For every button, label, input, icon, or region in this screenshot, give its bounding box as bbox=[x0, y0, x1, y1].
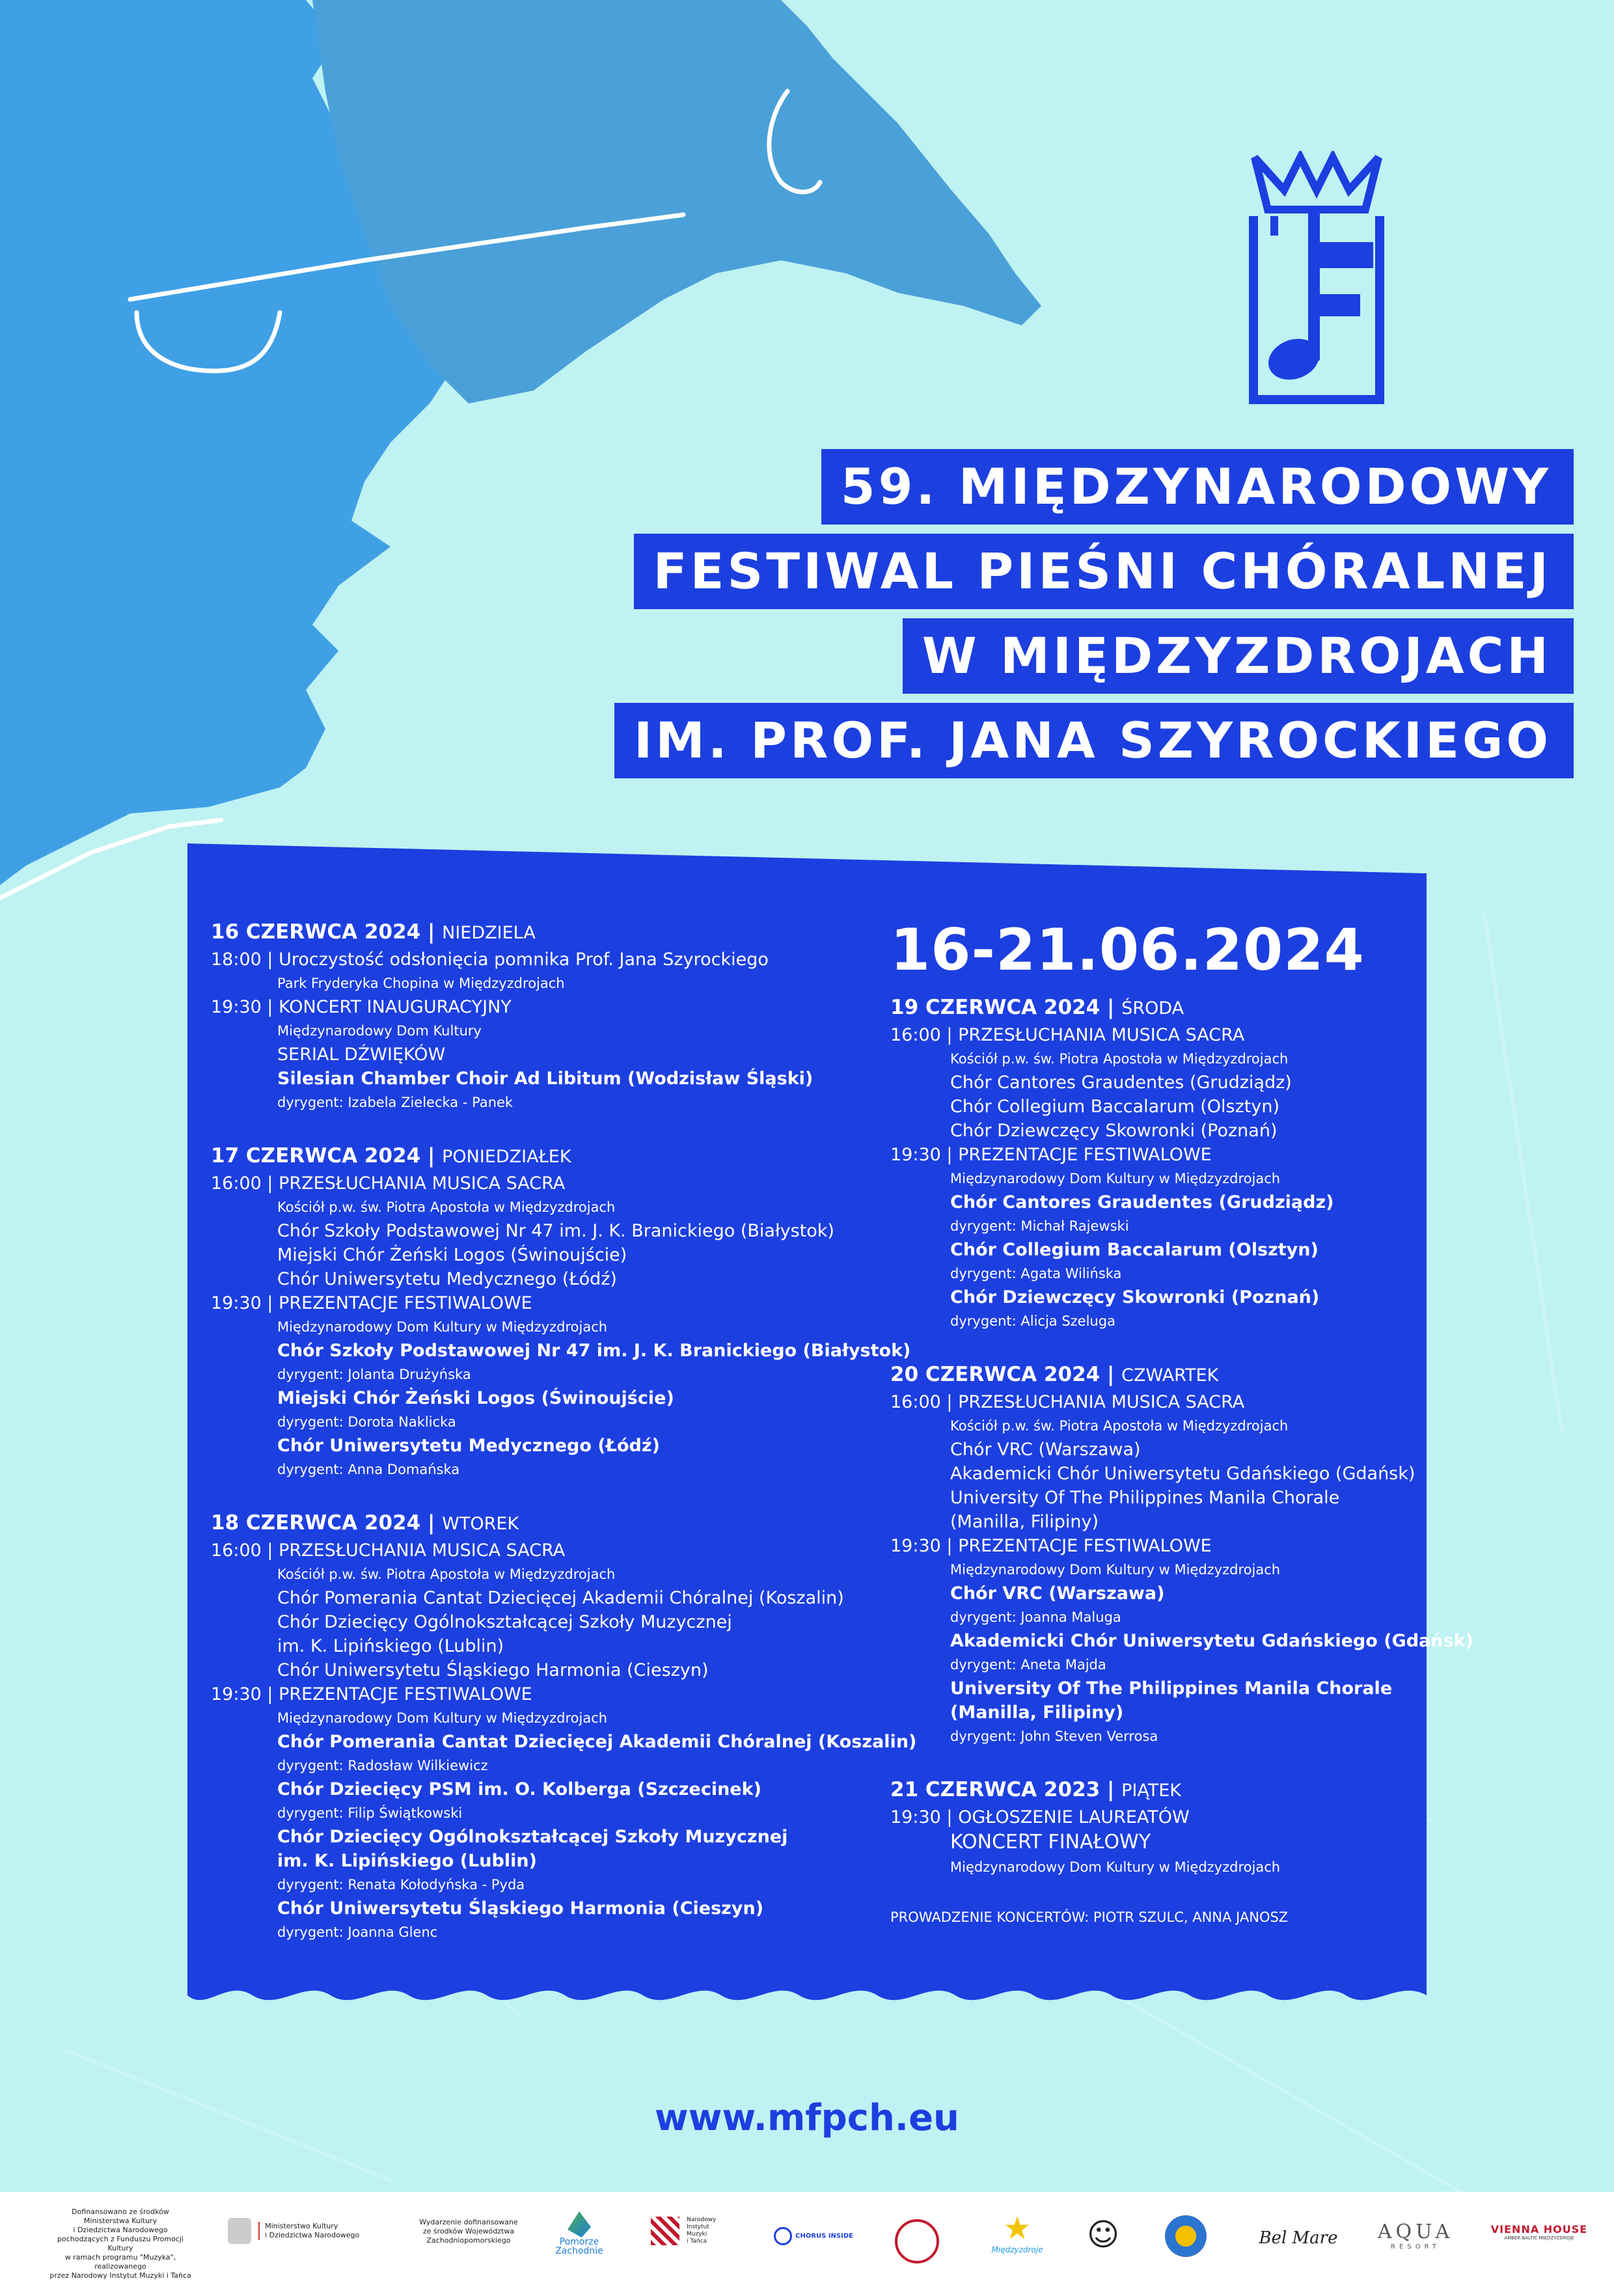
event-performer: Chór Szkoły Podstawowej Nr 47 im. J. K. Branickiego (Białystok) bbox=[277, 1341, 911, 1361]
event-detail: Kościół p.w. św. Piotra Apostoła w Międzyzdrojach bbox=[277, 1566, 616, 1582]
event-performer: University Of The Philippines Manila Chorale bbox=[950, 1488, 1340, 1508]
event-performer: KONCERT FINAŁOWY bbox=[950, 1831, 1151, 1853]
school-logo bbox=[1165, 2215, 1217, 2257]
aqua-resort-logo bbox=[1373, 2221, 1458, 2250]
vienna-text: VIENNA HOUSE bbox=[1490, 2223, 1588, 2235]
eagle-icon bbox=[228, 2218, 251, 2244]
resort-text: RESORT bbox=[1391, 2243, 1440, 2250]
event-time: 16:00 | PRZESŁUCHANIA MUSICA SACRA bbox=[211, 1173, 566, 1194]
event-performer: Chór Szkoły Podstawowej Nr 47 im. J. K. Branickiego (Białystok) bbox=[277, 1221, 834, 1241]
date-range: 16-21.06.2024 bbox=[890, 916, 1365, 983]
event-detail: Kościół p.w. św. Piotra Apostoła w Międzyzdrojach bbox=[277, 1199, 616, 1215]
choir-logo bbox=[895, 2219, 940, 2263]
event-performer: Chór Dziewczęcy Skowronki (Poznań) bbox=[950, 1287, 1320, 1307]
funding-line: Ministerstwa Kultury bbox=[83, 2217, 157, 2225]
schedule-column-left bbox=[211, 918, 917, 1971]
day-block bbox=[211, 1141, 911, 1481]
event-performer: Chór Dziewczęcy Skowronki (Poznań) bbox=[950, 1121, 1278, 1141]
day-date: 19 CZERWCA 2024 bbox=[890, 996, 1101, 1019]
event-detail: dyrygent: Joanna Maluga bbox=[950, 1609, 1121, 1625]
title-line-4: IM. PROF. JANA SZYROCKIEGO bbox=[614, 703, 1574, 778]
event-detail: dyrygent: Izabela Zielecka - Panek bbox=[277, 1095, 513, 1110]
event-detail: Międzynarodowy Dom Kultury w Międzyzdrojach bbox=[950, 1859, 1281, 1875]
event-performer: Akademicki Chór Uniwersytetu Gdańskiego (Gdańsk) bbox=[950, 1631, 1473, 1651]
day-separator: | bbox=[1100, 996, 1122, 1019]
day-heading bbox=[211, 1141, 836, 1171]
day-weekday: NIEDZIELA bbox=[442, 923, 536, 943]
event-detail: dyrygent: John Steven Verrosa bbox=[950, 1729, 1158, 1744]
funding-line: w ramach programu "Muzyka", realizowanego bbox=[64, 2253, 176, 2271]
pomorze-line: Pomorze bbox=[559, 2237, 599, 2247]
pomorze-logo bbox=[540, 2211, 618, 2256]
event-performer: Chór Uniwersytetu Medycznego (Łódź) bbox=[277, 1436, 660, 1456]
event-time: 19:30 | PREZENTACJE FESTIWALOWE bbox=[890, 1536, 1212, 1556]
choir-emblem-icon bbox=[895, 2219, 939, 2263]
event-detail: Park Fryderyka Chopina w Międzyzdrojach bbox=[277, 976, 565, 991]
event-time: 19:30 | PREZENTACJE FESTIWALOWE bbox=[211, 1293, 532, 1313]
event-performer: Miejski Chór Żeński Logos (Świnoujście) bbox=[277, 1388, 674, 1408]
day-heading bbox=[890, 993, 1411, 1023]
event-performer: Chór Collegium Baccalarum (Olsztyn) bbox=[950, 1097, 1279, 1117]
event-time: 19:30 | PREZENTACJE FESTIWALOWE bbox=[211, 1684, 532, 1704]
event-detail: dyrygent: Michał Rajewski bbox=[950, 1218, 1129, 1234]
event-performer: Chór Pomerania Cantat Dziecięcej Akademii Chóralnej (Koszalin) bbox=[277, 1732, 917, 1752]
schedule-panel bbox=[187, 843, 1473, 2041]
event-detail: dyrygent: Anna Domańska bbox=[277, 1462, 460, 1477]
event-performer: University Of The Philippines Manila Chorale bbox=[950, 1678, 1393, 1699]
day-block bbox=[211, 1509, 917, 1944]
event-time: 16:00 | PRZESŁUCHANIA MUSICA SACRA bbox=[211, 1540, 566, 1561]
event-time: 18:00 | Uroczystość odsłonięcia pomnika Prof. Jana Szyrockiego bbox=[211, 950, 769, 970]
event-detail: dyrygent: Renata Kołodyńska - Pyda bbox=[277, 1877, 525, 1893]
region-note bbox=[410, 2218, 527, 2245]
funding-line: Dofinansowano ze środków bbox=[72, 2207, 169, 2216]
day-heading bbox=[890, 1775, 1411, 1805]
pomorze-icon bbox=[568, 2211, 591, 2237]
day-separator: | bbox=[420, 1511, 443, 1535]
event-performer: (Manilla, Filipiny) bbox=[950, 1512, 1099, 1532]
nimit-line: Muzyki bbox=[687, 2231, 707, 2237]
event-performer: im. K. Lipińskiego (Lublin) bbox=[277, 1851, 537, 1871]
event-performer: (Manilla, Filipiny) bbox=[950, 1702, 1124, 1723]
vienna-sub-text: AMBER BALTIC MIĘDZYZDROJE bbox=[1504, 2235, 1574, 2241]
event-detail: dyrygent: Jolanta Drużyńska bbox=[277, 1367, 471, 1382]
event-detail: dyrygent: Filip Świątkowski bbox=[277, 1805, 463, 1821]
funding-line: przez Narodowy Instytut Muzyki i Tańca bbox=[49, 2271, 191, 2280]
day-date: 20 CZERWCA 2024 bbox=[890, 1363, 1101, 1386]
event-performer: Chór Dziecięcy Ogólnokształcącej Szkoły Muzycznej bbox=[277, 1612, 732, 1632]
event-detail: dyrygent: Agata Wilińska bbox=[950, 1266, 1122, 1281]
event-detail: dyrygent: Dorota Naklicka bbox=[277, 1414, 456, 1430]
event-performer: Miejski Chór Żeński Logos (Świnoujście) bbox=[277, 1245, 627, 1265]
event-time: 16:00 | PRZESŁUCHANIA MUSICA SACRA bbox=[890, 1392, 1245, 1412]
day-date: 21 CZERWCA 2023 bbox=[890, 1778, 1101, 1801]
region-line: ze środków Województwa bbox=[422, 2227, 515, 2235]
event-time: 19:30 | OGŁOSZENIE LAUREATÓW bbox=[890, 1807, 1190, 1827]
pomorze-line: Zachodnie bbox=[555, 2246, 603, 2256]
day-block bbox=[890, 1775, 1411, 1879]
event-detail: Międzynarodowy Dom Kultury bbox=[277, 1023, 482, 1039]
aqua-text: AQUA bbox=[1377, 2221, 1454, 2243]
event-performer: Chór VRC (Warszawa) bbox=[950, 1440, 1141, 1460]
day-weekday: ŚRODA bbox=[1121, 998, 1184, 1018]
chorus-inside-logo bbox=[771, 2227, 856, 2245]
star-icon: ★ bbox=[1003, 2210, 1032, 2247]
event-time: 16:00 | PRZESŁUCHANIA MUSICA SACRA bbox=[890, 1025, 1245, 1045]
title-line-2: FESTIWAL PIEŚNI CHÓRALNEJ bbox=[634, 534, 1574, 609]
nimit-logo bbox=[651, 2217, 735, 2245]
event-time: 19:30 | PREZENTACJE FESTIWALOWE bbox=[890, 1145, 1212, 1165]
event-detail: dyrygent: Alicja Szeluga bbox=[950, 1313, 1115, 1329]
day-weekday: CZWARTEK bbox=[1121, 1365, 1219, 1386]
event-detail: Międzynarodowy Dom Kultury w Międzyzdrojach bbox=[950, 1562, 1281, 1578]
ministry-logo bbox=[228, 2218, 384, 2244]
day-block bbox=[211, 918, 836, 1114]
title-line-1: 59. MIĘDZYNARODOWY bbox=[821, 449, 1574, 525]
title-line-3: W MIĘDZYZDROJACH bbox=[903, 618, 1574, 694]
event-performer: im. K. Lipińskiego (Lublin) bbox=[277, 1636, 504, 1656]
nimit-line: i Tańca bbox=[687, 2238, 707, 2245]
event-performer: Chór Uniwersytetu Medycznego (Łódź) bbox=[277, 1269, 617, 1289]
day-weekday: PONIEDZIAŁEK bbox=[442, 1147, 571, 1167]
day-separator: | bbox=[1100, 1778, 1122, 1801]
nimit-line: Narodowy bbox=[687, 2217, 717, 2223]
day-heading bbox=[890, 1360, 1411, 1390]
event-performer: Silesian Chamber Choir Ad Libitum (Wodzisław Śląski) bbox=[277, 1069, 814, 1089]
event-detail: Kościół p.w. św. Piotra Apostoła w Międzyzdrojach bbox=[950, 1051, 1289, 1067]
vienna-house-logo bbox=[1490, 2223, 1588, 2241]
event-detail: dyrygent: Radosław Wilkiewicz bbox=[277, 1758, 488, 1773]
day-separator: | bbox=[1100, 1363, 1122, 1386]
event-performer: SERIAL DŹWIĘKÓW bbox=[277, 1045, 446, 1065]
funding-line: pochodzących z Funduszu Promocji Kultury bbox=[57, 2235, 184, 2252]
belmare-logo bbox=[1256, 2228, 1341, 2248]
funding-line: i Dziedzictwa Narodowego bbox=[73, 2226, 168, 2234]
schedule-column-right bbox=[890, 993, 1473, 1927]
masks-icon: ☺ bbox=[1086, 2217, 1120, 2253]
event-performer: Chór Cantores Graudentes (Grudziądz) bbox=[950, 1073, 1292, 1093]
event-performer: Chór Cantores Graudentes (Grudziądz) bbox=[950, 1192, 1334, 1212]
day-date: 17 CZERWCA 2024 bbox=[211, 1144, 421, 1168]
miedzyzdroje-logo bbox=[981, 2211, 1053, 2254]
event-performer: Chór Uniwersytetu Śląskiego Harmonia (Cieszyn) bbox=[277, 1898, 764, 1919]
belmare-text: Bel Mare bbox=[1259, 2228, 1338, 2248]
event-performer: Chór Uniwersytetu Śląskiego Harmonia (Cieszyn) bbox=[277, 1660, 709, 1680]
day-weekday: WTOREK bbox=[442, 1514, 519, 1534]
theatre-logo bbox=[1077, 2217, 1129, 2253]
event-performer: Chór Dziecięcy PSM im. O. Kolberga (Szczecinek) bbox=[277, 1779, 761, 1799]
day-heading bbox=[211, 918, 836, 948]
event-detail: Kościół p.w. św. Piotra Apostoła w Międzyzdrojach bbox=[950, 1418, 1289, 1434]
website-link[interactable]: www.mfpch.eu bbox=[655, 2097, 959, 2139]
day-weekday: PIĄTEK bbox=[1121, 1781, 1182, 1801]
event-detail: Międzynarodowy Dom Kultury w Międzyzdrojach bbox=[950, 1171, 1281, 1186]
event-detail: dyrygent: Joanna Glenc bbox=[277, 1924, 438, 1940]
region-line: Wydarzenie dofinansowane bbox=[419, 2218, 518, 2226]
ministry-line: Ministerstwo Kultury bbox=[265, 2222, 338, 2230]
school-emblem-icon bbox=[1165, 2215, 1207, 2257]
day-block bbox=[890, 993, 1411, 1333]
crown-icon bbox=[1255, 157, 1378, 210]
day-date: 16 CZERWCA 2024 bbox=[211, 920, 421, 944]
concert-hosts: PROWADZENIE KONCERTÓW: PIOTR SZULC, ANNA JANOSZ bbox=[890, 1909, 1289, 1925]
event-detail: dyrygent: Aneta Majda bbox=[950, 1657, 1106, 1673]
sponsor-footer bbox=[0, 2192, 1614, 2296]
region-line: Zachodniopomorskiego bbox=[426, 2236, 511, 2245]
ministry-line: i Dziedzictwa Narodowego bbox=[265, 2231, 360, 2239]
nimit-icon bbox=[651, 2217, 679, 2245]
event-performer: Akademicki Chór Uniwersytetu Gdańskiego (Gdańsk) bbox=[950, 1464, 1416, 1484]
event-performer: Chór VRC (Warszawa) bbox=[950, 1583, 1165, 1604]
event-detail: Międzynarodowy Dom Kultury w Międzyzdrojach bbox=[277, 1710, 608, 1726]
event-detail: Międzynarodowy Dom Kultury w Międzyzdrojach bbox=[277, 1319, 608, 1335]
nimit-line: Instytut bbox=[687, 2224, 709, 2230]
funding-note bbox=[46, 2207, 195, 2280]
day-heading bbox=[211, 1509, 836, 1538]
event-performer: Chór Collegium Baccalarum (Olsztyn) bbox=[950, 1240, 1319, 1260]
event-time: 19:30 | KONCERT INAUGURACYJNY bbox=[211, 997, 512, 1017]
event-performer: Chór Dziecięcy Ogólnokształcącej Szkoły Muzycznej bbox=[277, 1827, 788, 1847]
day-block bbox=[890, 1360, 1473, 1748]
event-performer: Chór Pomerania Cantat Dziecięcej Akademii Chóralnej (Koszalin) bbox=[277, 1588, 844, 1608]
day-separator: | bbox=[420, 1144, 443, 1168]
chorus-inside-icon bbox=[774, 2227, 792, 2245]
day-date: 18 CZERWCA 2024 bbox=[211, 1511, 421, 1535]
day-separator: | bbox=[420, 920, 443, 944]
miedzyzdroje-text: Międzyzdroje bbox=[991, 2245, 1043, 2254]
festival-logo bbox=[1248, 151, 1385, 405]
chorus-inside-text: CHORUS INSIDE bbox=[795, 2232, 853, 2240]
